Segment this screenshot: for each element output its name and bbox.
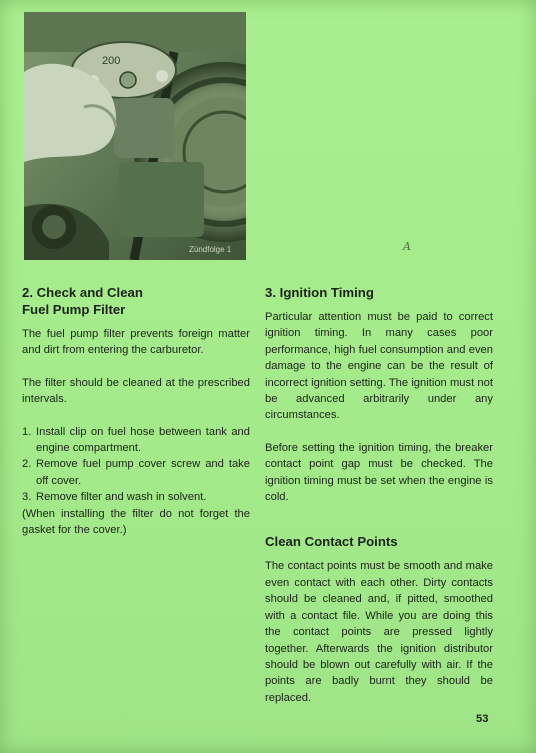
engraving-text: Zündfolge 1 bbox=[189, 245, 232, 254]
fuel-pump-heading bbox=[22, 284, 250, 318]
steps-list bbox=[22, 424, 250, 539]
contact-points-para: The contact points must be smooth and make even contact with each other. Dirty contacts should be cleaned and, if pitted, smoothed with a contact file. While you are doing this the contact points are pressed lightly together. Afterwards the ignition distributor should be blown out carefully with air. If the points are badly burnt they should be replaced. bbox=[265, 560, 493, 704]
left-column bbox=[22, 284, 250, 538]
gasket-note: (When installing the filter do not forget the gasket for the cover.) bbox=[22, 507, 250, 537]
ignition-para1: Particular attention must be paid to correct ignition timing. In many cases poor performance, high fuel consumption and even damage to the engine can be the result of incorrect ignition setting. The ignition must not be advanced arbitrarily under any circumstances. bbox=[265, 311, 493, 422]
right-column bbox=[265, 284, 493, 706]
fuel-pump-para2: The filter should be cleaned at the prescribed intervals. bbox=[22, 376, 250, 406]
fuel-pump-para1: The fuel pump filter prevents foreign matter and dirt from entering the carburetor. bbox=[22, 328, 250, 357]
step-number: 2. bbox=[22, 458, 32, 471]
heading-line1: 2. Check and Clean bbox=[22, 285, 143, 300]
step-text: Remove filter and wash in solvent. bbox=[36, 491, 207, 504]
step-number: 1. bbox=[22, 425, 32, 438]
ignition-para2: Before setting the ignition timing, the breaker contact point gap must be checked. The ignition timing must be set when the engine is cold. bbox=[265, 441, 493, 504]
heading-line2: Fuel Pump Filter bbox=[22, 302, 126, 317]
step-1 bbox=[22, 424, 250, 457]
step-3 bbox=[22, 489, 250, 505]
engine-photo-icon bbox=[24, 12, 246, 260]
pen-mark: A bbox=[403, 240, 411, 253]
step-number: 3. bbox=[22, 491, 32, 504]
step-text: Remove fuel pump cover screw and take off cover. bbox=[36, 458, 250, 487]
step-2 bbox=[22, 456, 250, 489]
engine-photo bbox=[24, 12, 246, 260]
step-text: Install clip on fuel hose between tank and engine compartment. bbox=[36, 425, 250, 455]
svg-text:200: 200 bbox=[102, 55, 121, 67]
page-number: 53 bbox=[476, 713, 489, 725]
contact-points-section bbox=[265, 533, 493, 706]
ignition-timing-heading: 3. Ignition Timing bbox=[265, 285, 374, 300]
contact-points-heading: Clean Contact Points bbox=[265, 534, 398, 550]
